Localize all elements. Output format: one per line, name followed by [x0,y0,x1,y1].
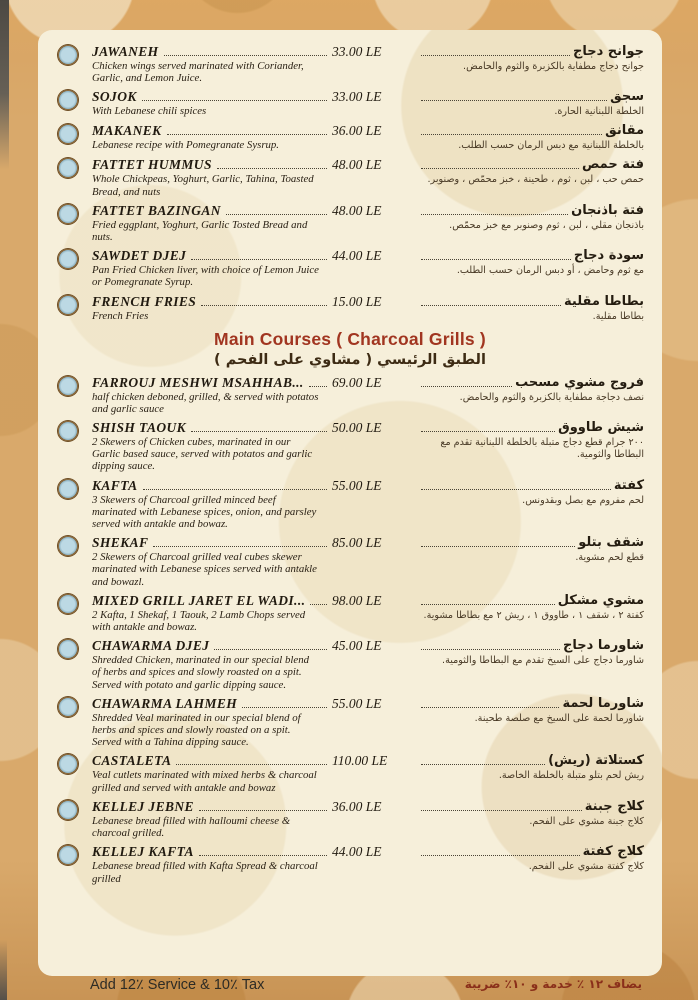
item-description-english: With Lebanese chili spices [92,105,207,118]
item-price: 33.00 LE [332,44,382,59]
item-icon-column [56,753,92,774]
item-english-block [92,844,330,884]
item-price: 36.00 LE [332,798,382,814]
item-name-arabic: مشوي مشكل [557,592,644,608]
item-icon-column [56,420,92,441]
item-name-english: KELLEJ JEBNE [92,798,194,814]
dot-leader [421,431,555,432]
dot-leader [153,546,327,547]
dot-leader [142,100,327,101]
menu-item-row [56,638,644,691]
dot-leader [421,386,512,387]
item-description-english: Lebanese bread filled with halloumi cheese & charcoal grilled. [92,814,291,840]
item-name-line [92,294,330,309]
item-icon-column [56,44,92,65]
item-icon-column [56,844,92,865]
item-name-arabic: جوانح دجاج [572,44,644,59]
item-name-line [92,753,330,768]
dot-leader [199,810,327,811]
item-price: 48.00 LE [332,202,382,218]
item-name-english: CHAWARMA LAHMEH [92,695,238,711]
restaurant-logo-icon [58,754,78,774]
restaurant-logo-icon [58,249,78,269]
restaurant-logo-icon [58,639,78,659]
item-icon-column [56,696,92,717]
item-description-english: Chicken wings served marinated with Coriander, Garlic, and Lemon Juice. [92,60,304,85]
restaurant-logo-icon [58,45,78,65]
item-icon-column [56,638,92,659]
item-arabic-block [416,203,644,232]
item-price: 15.00 LE [332,293,382,309]
item-name-arabic: كلاج كفتة [582,844,644,860]
item-name-english: JAWANEH [92,44,159,59]
restaurant-logo-icon [58,204,78,224]
dot-leader [191,431,327,432]
item-name-line [92,638,330,653]
item-arabic-name-line [416,844,644,859]
menu-item-row [56,157,644,197]
item-arabic-block [416,89,644,118]
dot-leader [164,55,327,56]
menu-item-row [56,294,644,323]
item-description-english: 2 Kafta, 1 Shekaf, 1 Taouk, 2 Lamb Chops served with antakle and bowaz. [92,608,306,634]
item-name-arabic: كلاج جبنة [584,798,644,814]
item-description-arabic: لحم مفروم مع بصل وبقدونس. [522,494,644,506]
item-name-line [92,799,330,814]
item-english-block [92,420,330,473]
item-name-arabic: مقانق [605,123,644,139]
menu-item-row [56,535,644,588]
item-arabic-name-line [416,535,644,550]
menu-item-row [56,844,644,884]
dot-leader [421,810,582,811]
item-name-line [92,593,330,608]
item-arabic-block [416,248,644,277]
restaurant-logo-icon [58,90,78,110]
dot-leader [421,546,575,547]
menu-item-row [56,696,644,749]
item-price: 45.00 LE [332,638,382,654]
item-arabic-block [416,157,644,186]
item-name-english: FRENCH FRIES [92,293,197,309]
dot-leader [201,305,327,306]
item-english-block [92,123,330,151]
item-name-line [92,44,330,59]
item-description-arabic: كلاج جبنة مشوي على الفحم. [529,815,644,827]
item-description-arabic: شاورما دجاج على السيخ تقدم مع البطاطا والثومية. [442,655,644,667]
dot-leader [191,259,327,260]
item-description-english: Veal cutlets marinated with mixed herbs & charcoal grilled and served with antakle and bowaz [92,769,317,794]
item-name-line [92,696,330,711]
item-name-english: SOJOK [92,89,137,105]
footer-note-english: Add 12٪ Service & 10٪ Tax [90,977,265,993]
item-arabic-block [416,799,644,828]
item-english-block [92,799,330,839]
restaurant-logo-icon [58,594,78,614]
dot-leader [176,764,327,765]
item-arabic-name-line [416,799,644,814]
item-english-block [92,157,330,197]
item-arabic-block [416,375,644,404]
item-english-block [92,203,330,243]
menu-item-row [56,420,644,473]
item-english-block [92,638,330,691]
dot-leader [310,604,327,605]
item-name-line [92,157,330,172]
item-price: 69.00 LE [332,374,382,390]
dot-leader [214,649,327,650]
item-price: 48.00 LE [332,157,382,173]
item-icon-column [56,593,92,614]
item-name-arabic: شاورما لحمة [562,695,644,711]
item-description-arabic: نصف دجاجة مطفاية بالكزبرة والثوم والحامض. [459,391,644,403]
item-icon-column [56,375,92,396]
item-name-english: SAWDET DJEJ [92,248,187,264]
item-name-arabic: فروج مشوي مسحب [515,374,644,390]
item-description-english: 3 Skewers of Charcoal grilled minced beef marinated with Lebanese spices, onion, and parsley served with antakle and bowaz. [92,493,317,531]
page-edge-shadow [0,0,9,170]
item-price: 33.00 LE [332,89,382,105]
restaurant-logo-icon [58,697,78,717]
item-arabic-block [416,44,644,73]
item-arabic-name-line [416,420,644,435]
item-name-arabic: شيش طاووق [558,420,644,436]
dot-leader [421,707,559,708]
item-name-english: SHEKAF [92,535,149,551]
page-edge-shadow-bottom [0,940,7,1000]
item-description-arabic: كلاج كفتة مشوي على الفحم. [528,861,644,873]
item-description-english: 2 Skewers of Chicken cubes, marinated in our Garlic based sauce, served with potatos and garlic dipping sauce. [92,436,313,473]
item-description-arabic: جوانح دجاج مطفاية بالكزبرة والثوم والحامض. [463,61,644,72]
dot-leader [421,764,545,765]
item-price: 55.00 LE [332,695,382,711]
item-arabic-name-line [416,478,644,493]
dot-leader [242,707,327,708]
item-name-english: FARROUJ MESHWI MSAHHAB... [92,374,304,390]
item-arabic-block [416,593,644,622]
item-arabic-block [416,478,644,507]
section-title-english: Main Courses ( Charcoal Grills ) [214,328,486,349]
section-header [56,329,644,368]
item-description-arabic: شاورما لحمة على السيخ مع صلصة طحينة. [474,712,644,724]
dot-leader [421,214,568,215]
restaurant-logo-icon [58,124,78,144]
item-name-line [92,123,330,138]
item-price: 98.00 LE [332,592,382,608]
item-name-arabic: سودة دجاج [573,248,644,264]
restaurant-logo-icon [58,376,78,396]
section-title-arabic: الطبق الرئيسي ( مشاوي على الفحم ) [214,351,486,368]
dot-leader [421,604,555,605]
item-arabic-name-line [416,89,644,104]
item-description-english: French Fries [92,309,149,322]
item-description-arabic: بالخلطة اللبنانية مع دبس الرمان حسب الطلب. [458,140,644,152]
item-description-arabic: حمص حب ، لبن ، ثوم ، طحينة ، خبز محمّص ، وصنوبر. [427,174,644,186]
menu-item-row [56,89,644,118]
item-name-line [92,844,330,859]
item-arabic-name-line [416,294,644,309]
item-english-block [92,696,330,749]
restaurant-logo-icon [58,295,78,315]
item-description-english: Lebanese recipe with Pomegranate Sysrup. [92,139,280,152]
item-icon-column [56,535,92,556]
menu-content-panel [38,30,662,976]
item-arabic-block [416,123,644,152]
item-description-english: Fried eggplant, Yoghurt, Garlic Tosted Bread and nuts. [92,218,308,244]
item-price: 44.00 LE [332,844,382,860]
dot-leader [421,168,579,169]
dot-leader [199,855,327,856]
dot-leader [421,649,560,650]
restaurant-logo-icon [58,158,78,178]
item-english-block [92,44,330,84]
item-name-line [92,420,330,435]
item-name-english: CASTALETA [92,753,172,769]
restaurant-logo-icon [58,421,78,441]
dot-leader [421,855,580,856]
item-english-block [92,593,330,633]
item-arabic-name-line [416,696,644,711]
item-name-line [92,248,330,263]
item-icon-column [56,478,92,499]
item-arabic-block [416,844,644,873]
item-arabic-block [416,696,644,725]
item-description-english: 2 Skewers of Charcoal grilled veal cubes skewer marinated with Lebanese spices served with antakle and bowazl. [92,551,317,588]
item-icon-column [56,123,92,144]
item-name-english: MIXED GRILL JARET EL WADI... [92,592,306,608]
item-description-arabic: الخلطة اللبنانية الحارة. [554,106,644,118]
menu-item-row [56,478,644,531]
item-arabic-name-line [416,638,644,653]
item-name-english: SHISH TAOUK [92,420,187,436]
item-arabic-name-line [416,593,644,608]
menu-item-row [56,203,644,243]
dot-leader [421,259,571,260]
item-description-arabic: ٢٠٠ جرام قطع دجاج متبلة بالخلطة اللبنانية تقدم مع البطاطا والثومية. [440,437,644,461]
item-description-english: half chicken deboned, grilled, & served with potatos and garlic sauce [92,390,319,415]
item-description-english: Shredded Chicken, marinated in our special blend of herbs and spices and slowly roasted on a spit. Served with potato and garlic dipping sauce. [92,654,309,691]
item-description-arabic: قطع لحم مشوية. [575,552,644,564]
dot-leader [421,100,607,101]
item-arabic-name-line [416,203,644,218]
item-name-line [92,478,330,493]
item-name-line [92,89,330,104]
item-icon-column [56,203,92,224]
menu-item-row [56,375,644,415]
item-icon-column [56,294,92,315]
item-name-english: KAFTA [92,477,138,493]
item-english-block [92,89,330,117]
dot-leader [421,134,602,135]
dot-leader [217,168,327,169]
restaurant-logo-icon [58,479,78,499]
menu-item-row [56,593,644,633]
item-english-block [92,753,330,793]
item-name-arabic: كفتة [613,477,644,493]
menu-item-row [56,123,644,152]
footer-note-arabic: يضاف ١٢ ٪ خدمة و ١٠٪ ضريبة [464,977,642,991]
item-icon-column [56,157,92,178]
item-name-line [92,535,330,550]
item-description-english: Whole Chickpeas, Yoghurt, Garlic, Tahina, Toasted Bread, and nuts [92,173,314,198]
item-price: 55.00 LE [332,477,382,493]
dot-leader [421,55,570,56]
item-name-english: KELLEJ KAFTA [92,844,194,860]
item-name-arabic: فتة باذنجان [571,202,644,218]
main-courses-list [56,375,644,885]
service-tax-footer [90,977,642,993]
dot-leader [167,134,327,135]
item-price: 110.00 LE [332,753,388,769]
item-arabic-name-line [416,375,644,390]
restaurant-logo-icon [58,800,78,820]
item-english-block [92,478,330,531]
item-price: 50.00 LE [332,420,382,436]
menu-item-row [56,799,644,839]
item-description-arabic: مع ثوم وحامض ، أو دبس الرمان حسب الطلب. [456,265,644,277]
item-description-english: Lebanese bread filled with Kafta Spread & charcoal grilled [92,860,318,885]
dot-leader [421,489,611,490]
item-arabic-block [416,535,644,564]
item-price: 85.00 LE [332,535,382,551]
dot-leader [143,489,327,490]
item-name-arabic: سجق [610,89,644,105]
item-name-arabic: كستلاتة (ريش) [548,753,644,769]
menu-item-row [56,44,644,84]
item-arabic-block [416,753,644,782]
item-arabic-block [416,294,644,323]
item-icon-column [56,248,92,269]
restaurant-logo-icon [58,536,78,556]
item-arabic-name-line [416,753,644,768]
item-english-block [92,375,330,415]
item-arabic-name-line [416,248,644,263]
item-arabic-block [416,638,644,667]
item-name-arabic: فتة حمص [581,157,644,173]
item-name-arabic: شاورما دجاج [563,638,644,654]
item-description-english: Pan Fried Chicken liver, with choice of Lemon Juice or Pomegranate Syrup. [92,264,319,289]
menu-item-row [56,753,644,793]
item-name-arabic: بطاطا مقلية [564,293,644,309]
dot-leader [226,214,327,215]
item-name-line [92,375,330,390]
item-description-arabic: كفتة ٢ ، شقف ١ ، طاووق ١ ، ريش ٢ مع بطاطا مشوية. [423,609,644,621]
item-description-arabic: بطاطا مقلية. [592,310,644,322]
item-price: 36.00 LE [332,123,382,139]
dot-leader [421,305,561,306]
item-arabic-block [416,420,644,461]
item-icon-column [56,89,92,110]
item-name-english: FATTET HUMMUS [92,157,212,173]
dot-leader [309,386,327,387]
item-description-english: Shredded Veal marinated in our special blend of herbs and spices and slowly roasted on a spit. Served with a Tahina dipping sauce. [92,711,301,749]
item-description-arabic: باذنجان مقلي ، لبن ، ثوم وصنوبر مع خبز محمّص. [449,219,644,231]
item-arabic-name-line [416,157,644,172]
item-name-line [92,203,330,218]
item-english-block [92,294,330,322]
item-name-english: MAKANEK [92,123,162,139]
item-price: 44.00 LE [332,248,382,264]
item-description-arabic: ريش لحم بتلو متبلة بالخلطة الخاصة. [498,770,644,782]
item-name-english: CHAWARMA DJEJ [92,638,210,654]
item-arabic-name-line [416,44,644,59]
item-english-block [92,535,330,588]
restaurant-logo-icon [58,845,78,865]
item-english-block [92,248,330,288]
item-name-english: FATTET BAZINGAN [92,202,221,218]
item-icon-column [56,799,92,820]
item-name-arabic: شقف بتلو [578,535,644,551]
item-arabic-name-line [416,123,644,138]
menu-item-row [56,248,644,288]
appetizers-list [56,44,644,323]
